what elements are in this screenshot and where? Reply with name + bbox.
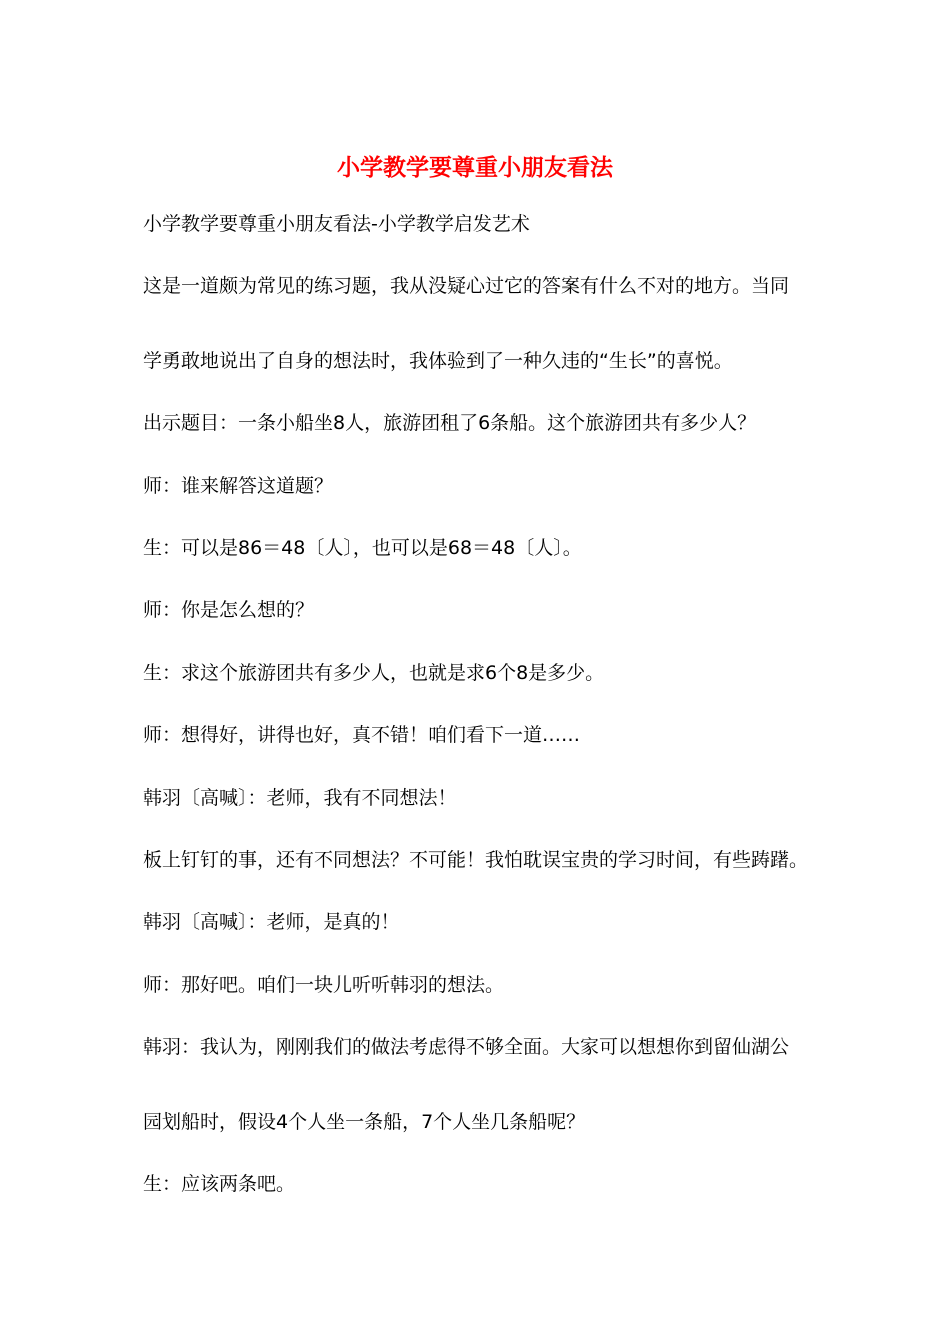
dialogue-line: 师：谁来解答这道题？: [143, 475, 334, 497]
paragraph-line: 板上钉钉的事，还有不同想法？不可能！我怕耽误宝贵的学习时间，有些踌躇。: [143, 849, 809, 871]
dialogue-line: 生：应该两条吧。: [143, 1173, 296, 1195]
subtitle-line: 小学教学要尊重小朋友看法-小学教学启发艺术: [143, 213, 530, 235]
dialogue-line: 师：那好吧。咱们一块儿听听韩羽的想法。: [143, 974, 505, 996]
paragraph-line: 出示题目：一条小船坐8人，旅游团租了6条船。这个旅游团共有多少人？: [143, 412, 757, 434]
paragraph-line: 园划船时，假设4个人坐一条船，7个人坐几条船呢？: [143, 1111, 586, 1133]
dialogue-line: 韩羽〔高喊〕：老师，我有不同想法！: [143, 787, 457, 809]
dialogue-line: 生：求这个旅游团共有多少人，也就是求6个8是多少。: [143, 662, 605, 684]
paragraph-line: 这是一道颇为常见的练习题，我从没疑心过它的答案有什么不对的地方。当同: [143, 275, 790, 297]
dialogue-line: 师：想得好，讲得也好，真不错！咱们看下一道……: [143, 724, 581, 746]
document-title: 小学教学要尊重小朋友看法: [337, 154, 613, 181]
dialogue-line: 生：可以是86＝48〔人〕，也可以是68＝48〔人〕。: [143, 537, 582, 559]
paragraph-line: 学勇敢地说出了自身的想法时，我体验到了一种久违的“生长”的喜悦。: [143, 350, 733, 372]
dialogue-line: 韩羽〔高喊〕：老师，是真的！: [143, 911, 400, 933]
dialogue-line: 韩羽：我认为，刚刚我们的做法考虑得不够全面。大家可以想想你到留仙湖公: [143, 1036, 790, 1058]
dialogue-line: 师：你是怎么想的？: [143, 599, 315, 621]
